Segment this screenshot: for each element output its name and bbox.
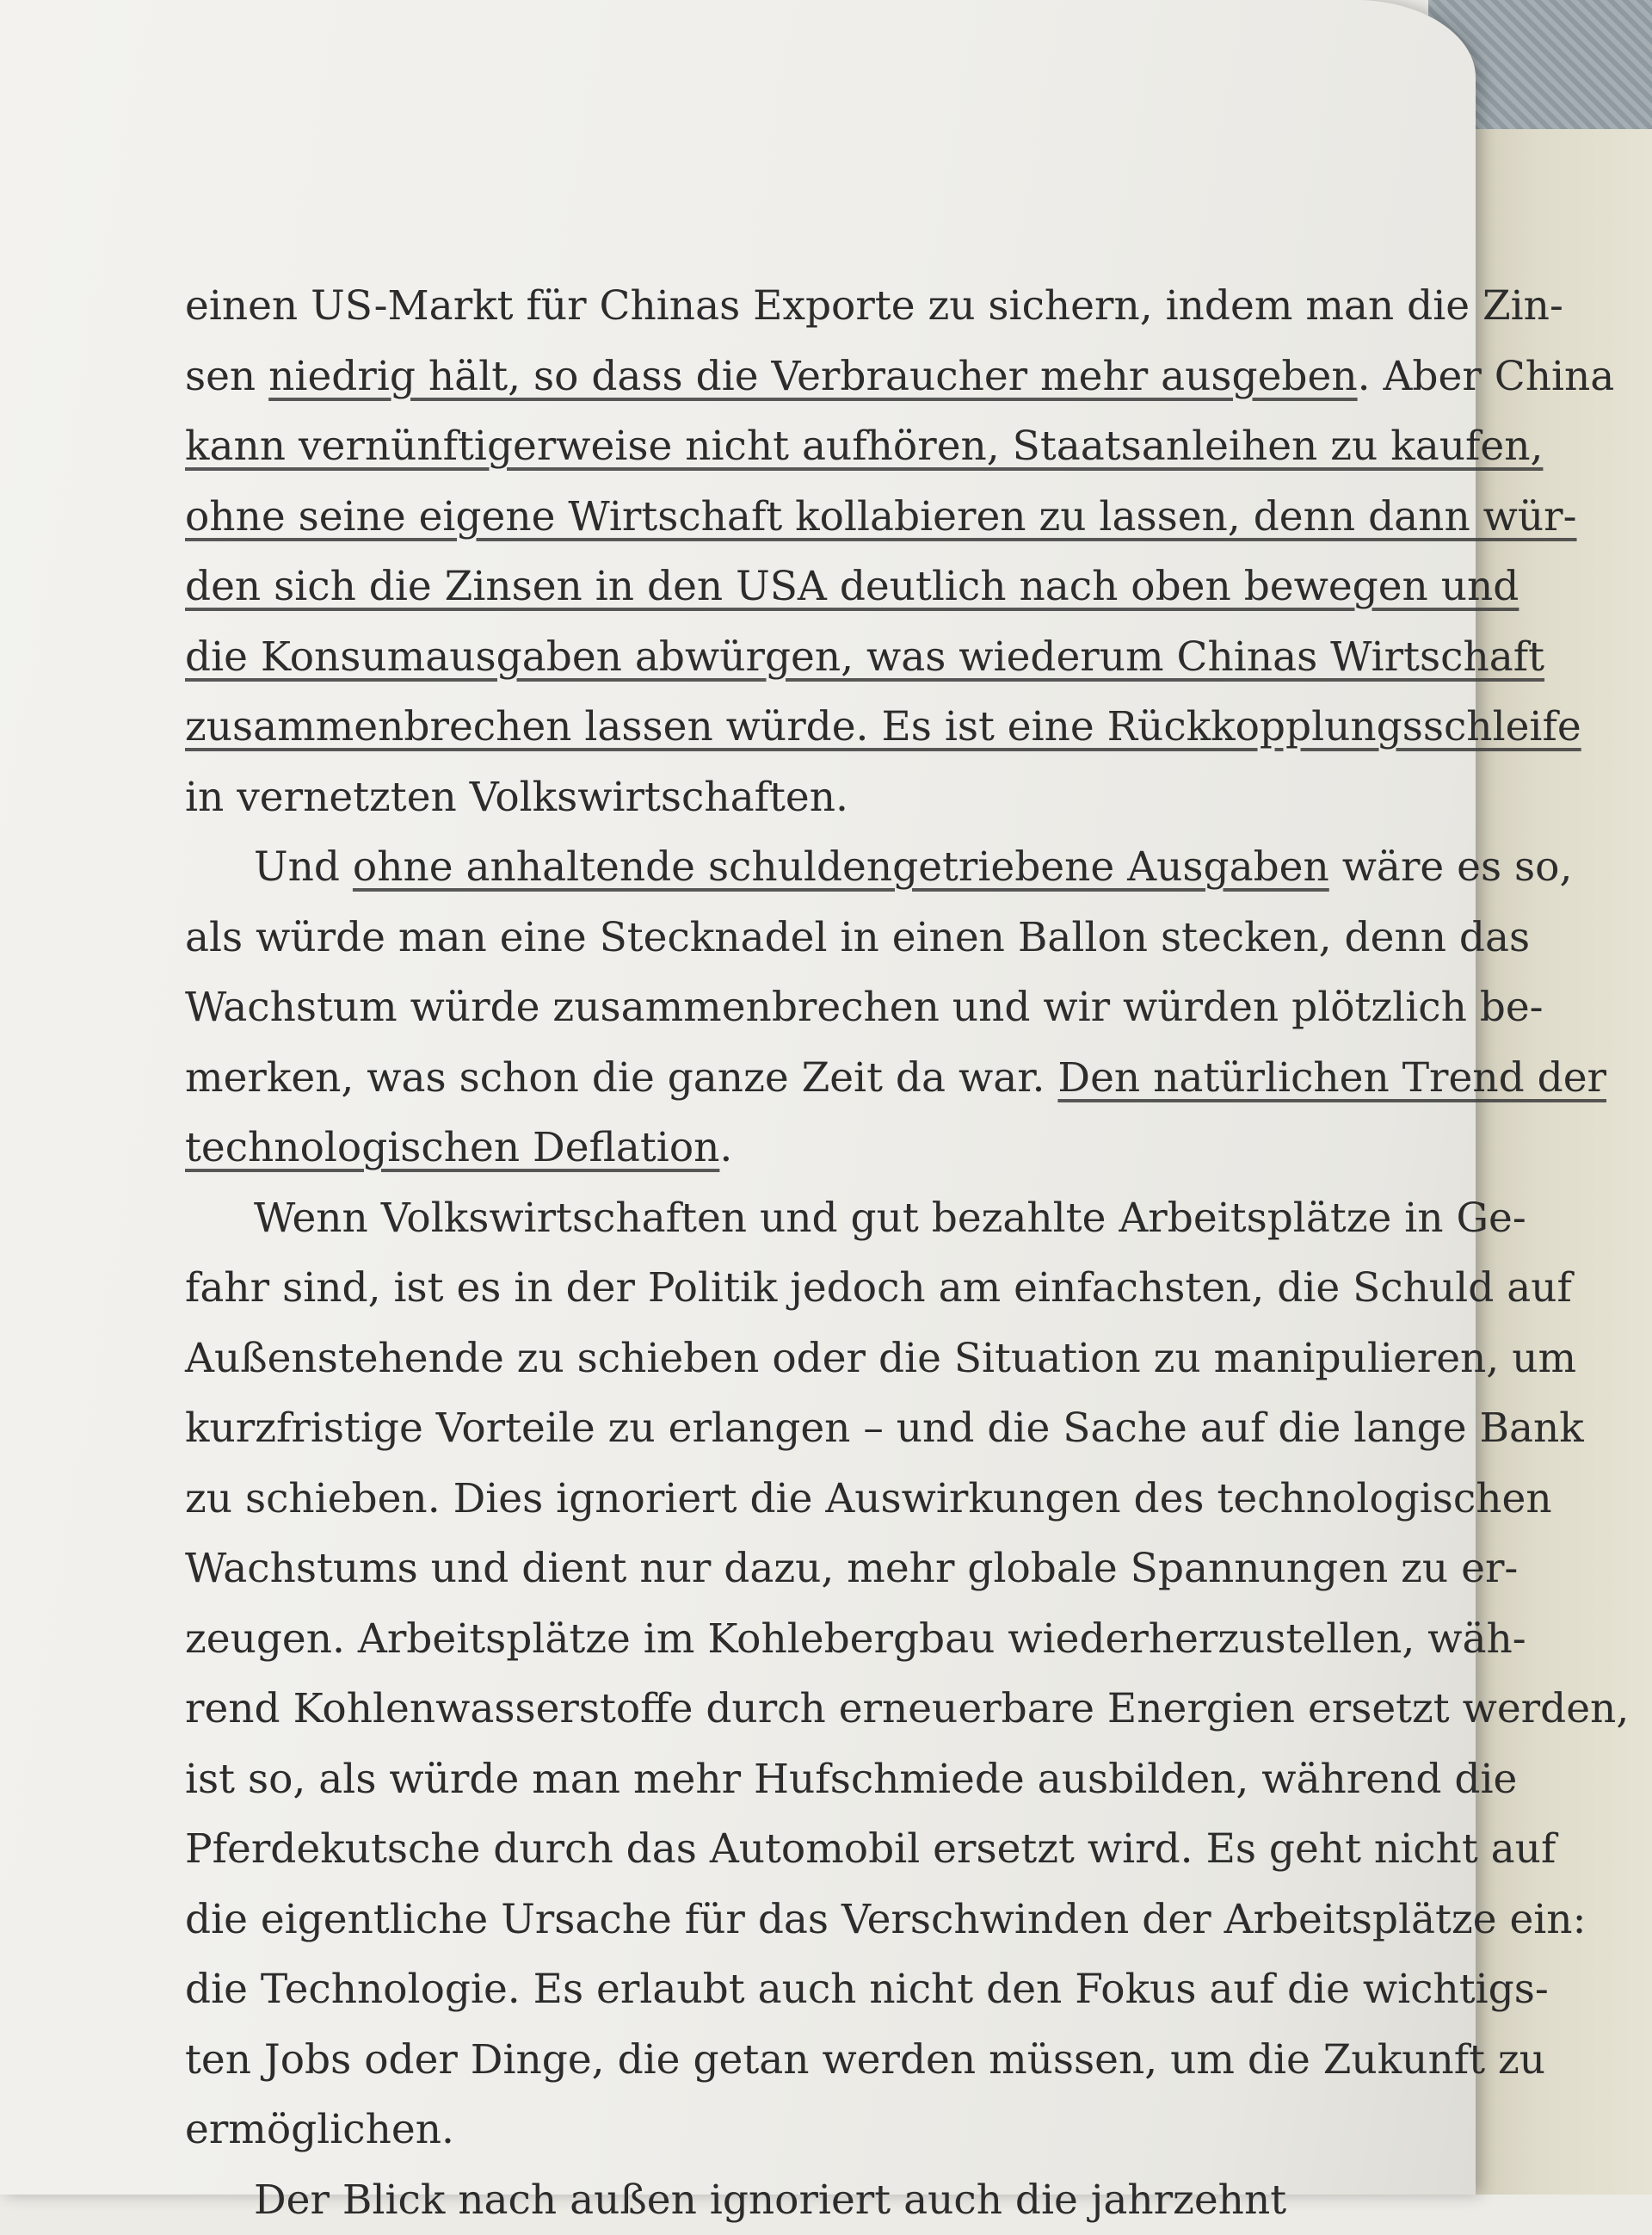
text-segment: ist so, als würde man mehr Hufschmiede ausbilden, während die <box>185 1756 1517 1803</box>
text-line <box>185 1534 1433 1604</box>
text-line <box>185 2025 1433 2096</box>
text-line <box>185 1814 1433 1885</box>
text-line <box>185 762 1433 833</box>
text-segment: ermöglichen. <box>185 2106 454 2153</box>
text-line <box>185 2165 1433 2235</box>
text-line <box>185 1393 1433 1464</box>
text-segment: einen US-Markt für Chinas Exporte zu sichern, indem man die Zin- <box>185 282 1563 330</box>
text-line <box>185 692 1433 762</box>
text-line <box>185 1604 1433 1675</box>
text-segment: sen <box>185 353 268 400</box>
text-line <box>185 622 1433 693</box>
text-line <box>185 411 1433 482</box>
text-segment: Der Blick nach außen ignoriert auch die jahrzehnt <box>254 2176 1286 2224</box>
text-line <box>185 1183 1433 1254</box>
text-segment: Wachstums und dient nur dazu, mehr globale Spannungen zu er- <box>185 1545 1518 1592</box>
underlined-text: den sich die Zinsen in den USA deutlich nach oben bewegen und <box>185 563 1519 610</box>
text-line <box>185 482 1433 553</box>
underlined-text: Den natürlichen Trend der <box>1057 1054 1606 1102</box>
paragraph <box>185 271 1433 832</box>
text-segment: ten Jobs oder Dinge, die getan werden müssen, um die Zukunft zu <box>185 2036 1545 2084</box>
text-segment: Wenn Volkswirtschaften und gut bezahlte Arbeitsplätze in Ge- <box>254 1195 1526 1242</box>
text-line <box>185 1885 1433 1955</box>
text-line <box>185 1253 1433 1324</box>
underlined-text: technologischen Deflation <box>185 1124 719 1171</box>
underlined-text: kann vernünftigerweise nicht aufhören, Staatsanleihen zu kaufen, <box>185 423 1543 470</box>
text-segment: die eigentliche Ursache für das Verschwinden der Arbeitsplätze ein: <box>185 1896 1586 1943</box>
text-segment: wäre es so, <box>1329 843 1573 891</box>
paragraph <box>185 1183 1433 2165</box>
text-segment: fahr sind, ist es in der Politik jedoch am einfachsten, die Schuld auf <box>185 1264 1572 1312</box>
text-line <box>185 1043 1433 1114</box>
text-line <box>185 1113 1433 1183</box>
underlined-text: niedrig hält, so dass die Verbraucher mehr ausgeben <box>268 353 1357 400</box>
text-line <box>185 1464 1433 1534</box>
text-segment: merken, was schon die ganze Zeit da war. <box>185 1054 1057 1102</box>
underlined-text: Es ist eine Rückkopplungsschleife <box>881 703 1581 750</box>
text-line <box>185 2095 1433 2165</box>
underlined-text: ohne seine eigene Wirtschaft kollabieren zu lassen, denn dann wür- <box>185 493 1577 540</box>
text-line <box>185 972 1433 1043</box>
text-segment: als würde man eine Stecknadel in einen Ballon stecken, denn das <box>185 914 1530 961</box>
text-segment: zeugen. Arbeitsplätze im Kohlebergbau wiederherzustellen, wäh- <box>185 1615 1526 1663</box>
page-text <box>185 271 1433 2235</box>
text-line <box>185 1744 1433 1815</box>
text-line <box>185 342 1433 412</box>
text-segment: in vernetzten Volkswirtschaften. <box>185 774 848 821</box>
text-segment: die Technologie. Es erlaubt auch nicht den Fokus auf die wichtigs- <box>185 1966 1549 2013</box>
text-line <box>185 1954 1433 2025</box>
underlined-text: zusammenbrechen lassen würde. <box>185 703 881 750</box>
text-line <box>185 1674 1433 1744</box>
text-line <box>185 552 1433 622</box>
text-line <box>185 903 1433 973</box>
text-segment: Pferdekutsche durch das Automobil ersetzt wird. Es geht nicht auf <box>185 1825 1556 1873</box>
paragraph <box>185 2165 1433 2235</box>
text-segment: zu schieben. Dies ignoriert die Auswirkungen des technologischen <box>185 1475 1552 1522</box>
text-segment: Wachstum würde zusammenbrechen und wir würden plötzlich be- <box>185 984 1544 1031</box>
text-segment: . <box>719 1124 732 1171</box>
underlined-text: ohne anhaltende schuldengetriebene Ausgaben <box>353 843 1329 891</box>
text-segment: . Aber China <box>1358 353 1615 400</box>
underlined-text: die Konsumausgaben abwürgen, was wiederum Chinas Wirtschaft <box>185 633 1544 681</box>
text-line <box>185 271 1433 342</box>
paragraph <box>185 832 1433 1183</box>
text-segment: Und <box>254 843 353 891</box>
text-segment: rend Kohlenwasserstoffe durch erneuerbare Energien ersetzt werden, <box>185 1685 1629 1732</box>
text-line <box>185 832 1433 903</box>
text-line <box>185 1324 1433 1394</box>
text-segment: Außenstehende zu schieben oder die Situation zu manipulieren, um <box>185 1335 1576 1382</box>
text-segment: kurzfristige Vorteile zu erlangen – und die Sache auf die lange Bank <box>185 1405 1584 1452</box>
